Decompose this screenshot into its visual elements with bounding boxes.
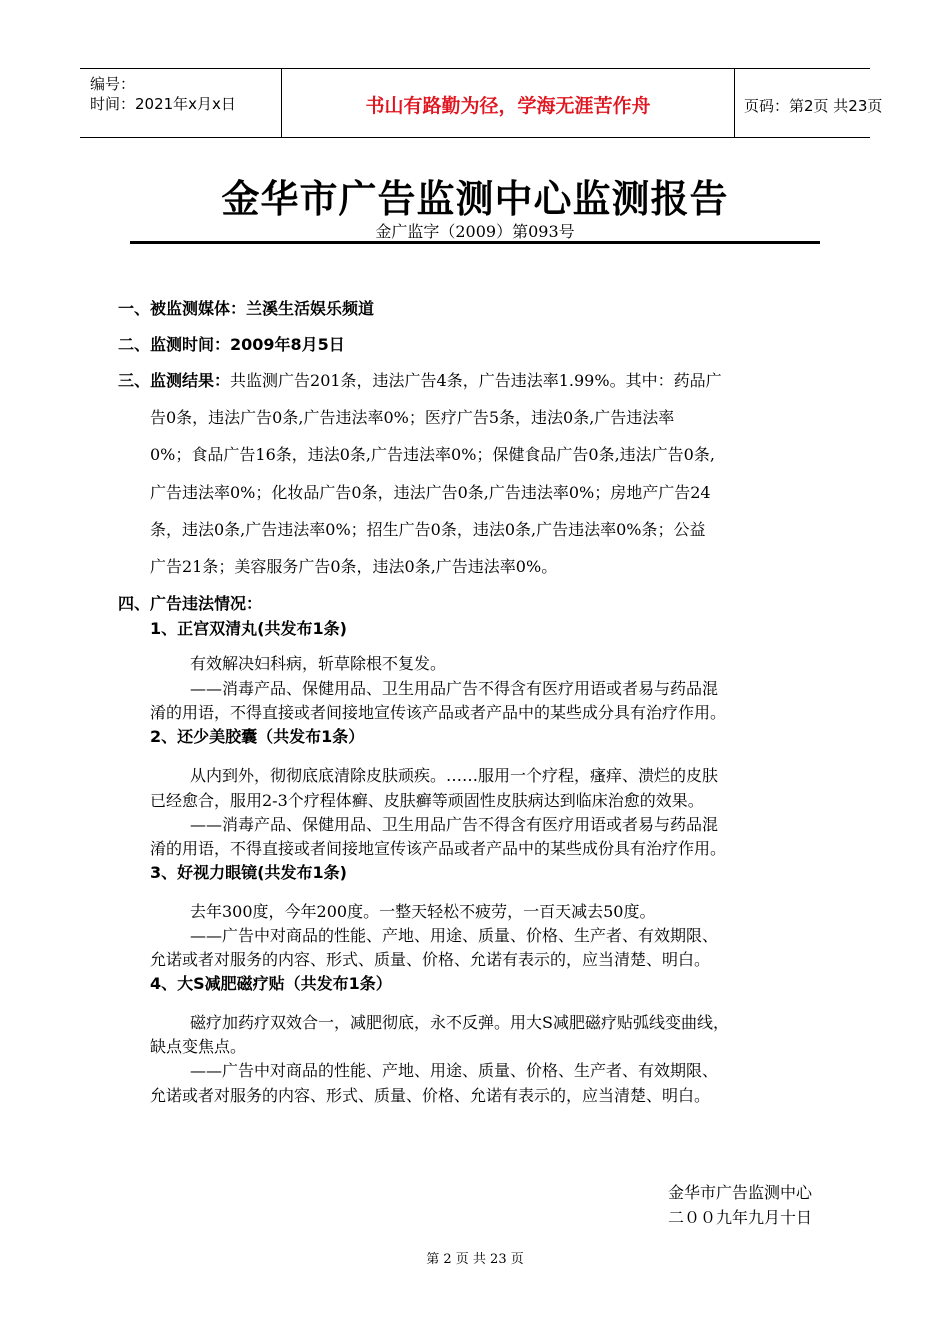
violation-line: ——消毒产品、保健用品、卫生用品广告不得含有医疗用语或者易与药品混 <box>190 679 719 698</box>
section-time: 二、监测时间：2009年8月5日 <box>118 335 345 354</box>
violation-line: 淆的用语，不得直接或者间接地宣传该产品或者产品中的某些成分具有治疗作用。 <box>150 703 727 722</box>
violation-line: 允诺或者对服务的内容、形式、质量、价格、允诺有表示的，应当清楚、明白。 <box>150 950 711 969</box>
section-results-label: 三、监测结果： <box>118 371 231 390</box>
violation-line: 淆的用语，不得直接或者间接地宣传该产品或者产品中的某些成份具有治疗作用。 <box>150 839 727 858</box>
motto: 书山有路勤为径，学海无涯苦作舟 <box>365 95 651 117</box>
section-results <box>118 368 722 391</box>
results-line: 广告21条；美容服务广告0条，违法0条,广告违法率0%。 <box>150 557 558 576</box>
violation-line: ——广告中对商品的性能、产地、用途、质量、价格、生产者、有效期限、 <box>190 1061 719 1080</box>
results-line: 条，违法0条,广告违法率0%；招生广告0条，违法0条,广告违法率0%条；公益 <box>150 520 706 539</box>
signature-date: 二００九年九月十日 <box>668 1208 813 1227</box>
violation-line: ——消毒产品、保健用品、卫生用品广告不得含有医疗用语或者易与药品混 <box>190 815 719 834</box>
violation-heading: 1、正宫双清丸(共发布1条) <box>150 619 347 638</box>
results-line: 告0条，违法广告0条,广告违法率0%；医疗广告5条，违法0条,广告违法率 <box>150 408 675 427</box>
page-info: 页码：第2页 共23页 <box>744 97 883 115</box>
signature-org: 金华市广告监测中心 <box>668 1183 813 1202</box>
header-page-cell <box>734 69 883 137</box>
results-line: 广告违法率0%；化妆品广告0条，违法广告0条,广告违法率0%；房地产广告24 <box>150 483 711 502</box>
report-title: 金华市广告监测中心监测报告 <box>221 177 729 221</box>
page-footer: 第 2 页 共 23 页 <box>426 1252 524 1267</box>
results-line: 0%；食品广告16条，违法0条,广告违法率0%；保健食品广告0条,违法广告0条, <box>150 445 715 464</box>
header-meta-cell <box>80 69 281 137</box>
violation-heading: 4、大S减肥磁疗贴（共发布1条） <box>150 974 392 993</box>
section-media: 一、被监测媒体：兰溪生活娱乐频道 <box>118 299 375 318</box>
violation-heading: 2、还少美胶囊（共发布1条） <box>150 727 365 746</box>
violation-line: 磁疗加药疗双效合一，减肥彻底，永不反弹。用大S减肥磁疗贴弧线变曲线， <box>190 1013 729 1032</box>
violation-line: 已经愈合，服用2-3个疗程体癣、皮肤癣等顽固性皮肤病达到临床治愈的效果。 <box>150 791 704 810</box>
violation-line: 允诺或者对服务的内容、形式、质量、价格、允诺有表示的，应当清楚、明白。 <box>150 1086 711 1105</box>
section-violations: 四、广告违法情况： <box>118 594 263 613</box>
header-table <box>80 68 883 138</box>
violation-line: 从内到外，彻彻底底清除皮肤顽疾。……服用一个疗程，瘙痒、溃烂的皮肤 <box>190 766 719 785</box>
title-rule <box>130 241 820 244</box>
time-label: 时间：2021年x月x日 <box>90 95 236 113</box>
violation-line: 有效解决妇科病，斩草除根不复发。 <box>190 654 447 673</box>
header-motto-cell <box>281 69 735 137</box>
violation-line: 缺点变焦点。 <box>150 1037 247 1056</box>
violation-line: 去年300度，今年200度。一整天轻松不疲劳，一百天减去50度。 <box>190 902 656 921</box>
number-label: 编号： <box>90 75 136 93</box>
violation-heading: 3、好视力眼镜(共发布1条) <box>150 863 347 882</box>
results-line: 共监测广告201条，违法广告4条，广告违法率1.99%。其中：药品广 <box>230 371 722 390</box>
violation-line: ——广告中对商品的性能、产地、用途、质量、价格、生产者、有效期限、 <box>190 926 719 945</box>
document-number: 金广监字（2009）第093号 <box>375 222 575 241</box>
